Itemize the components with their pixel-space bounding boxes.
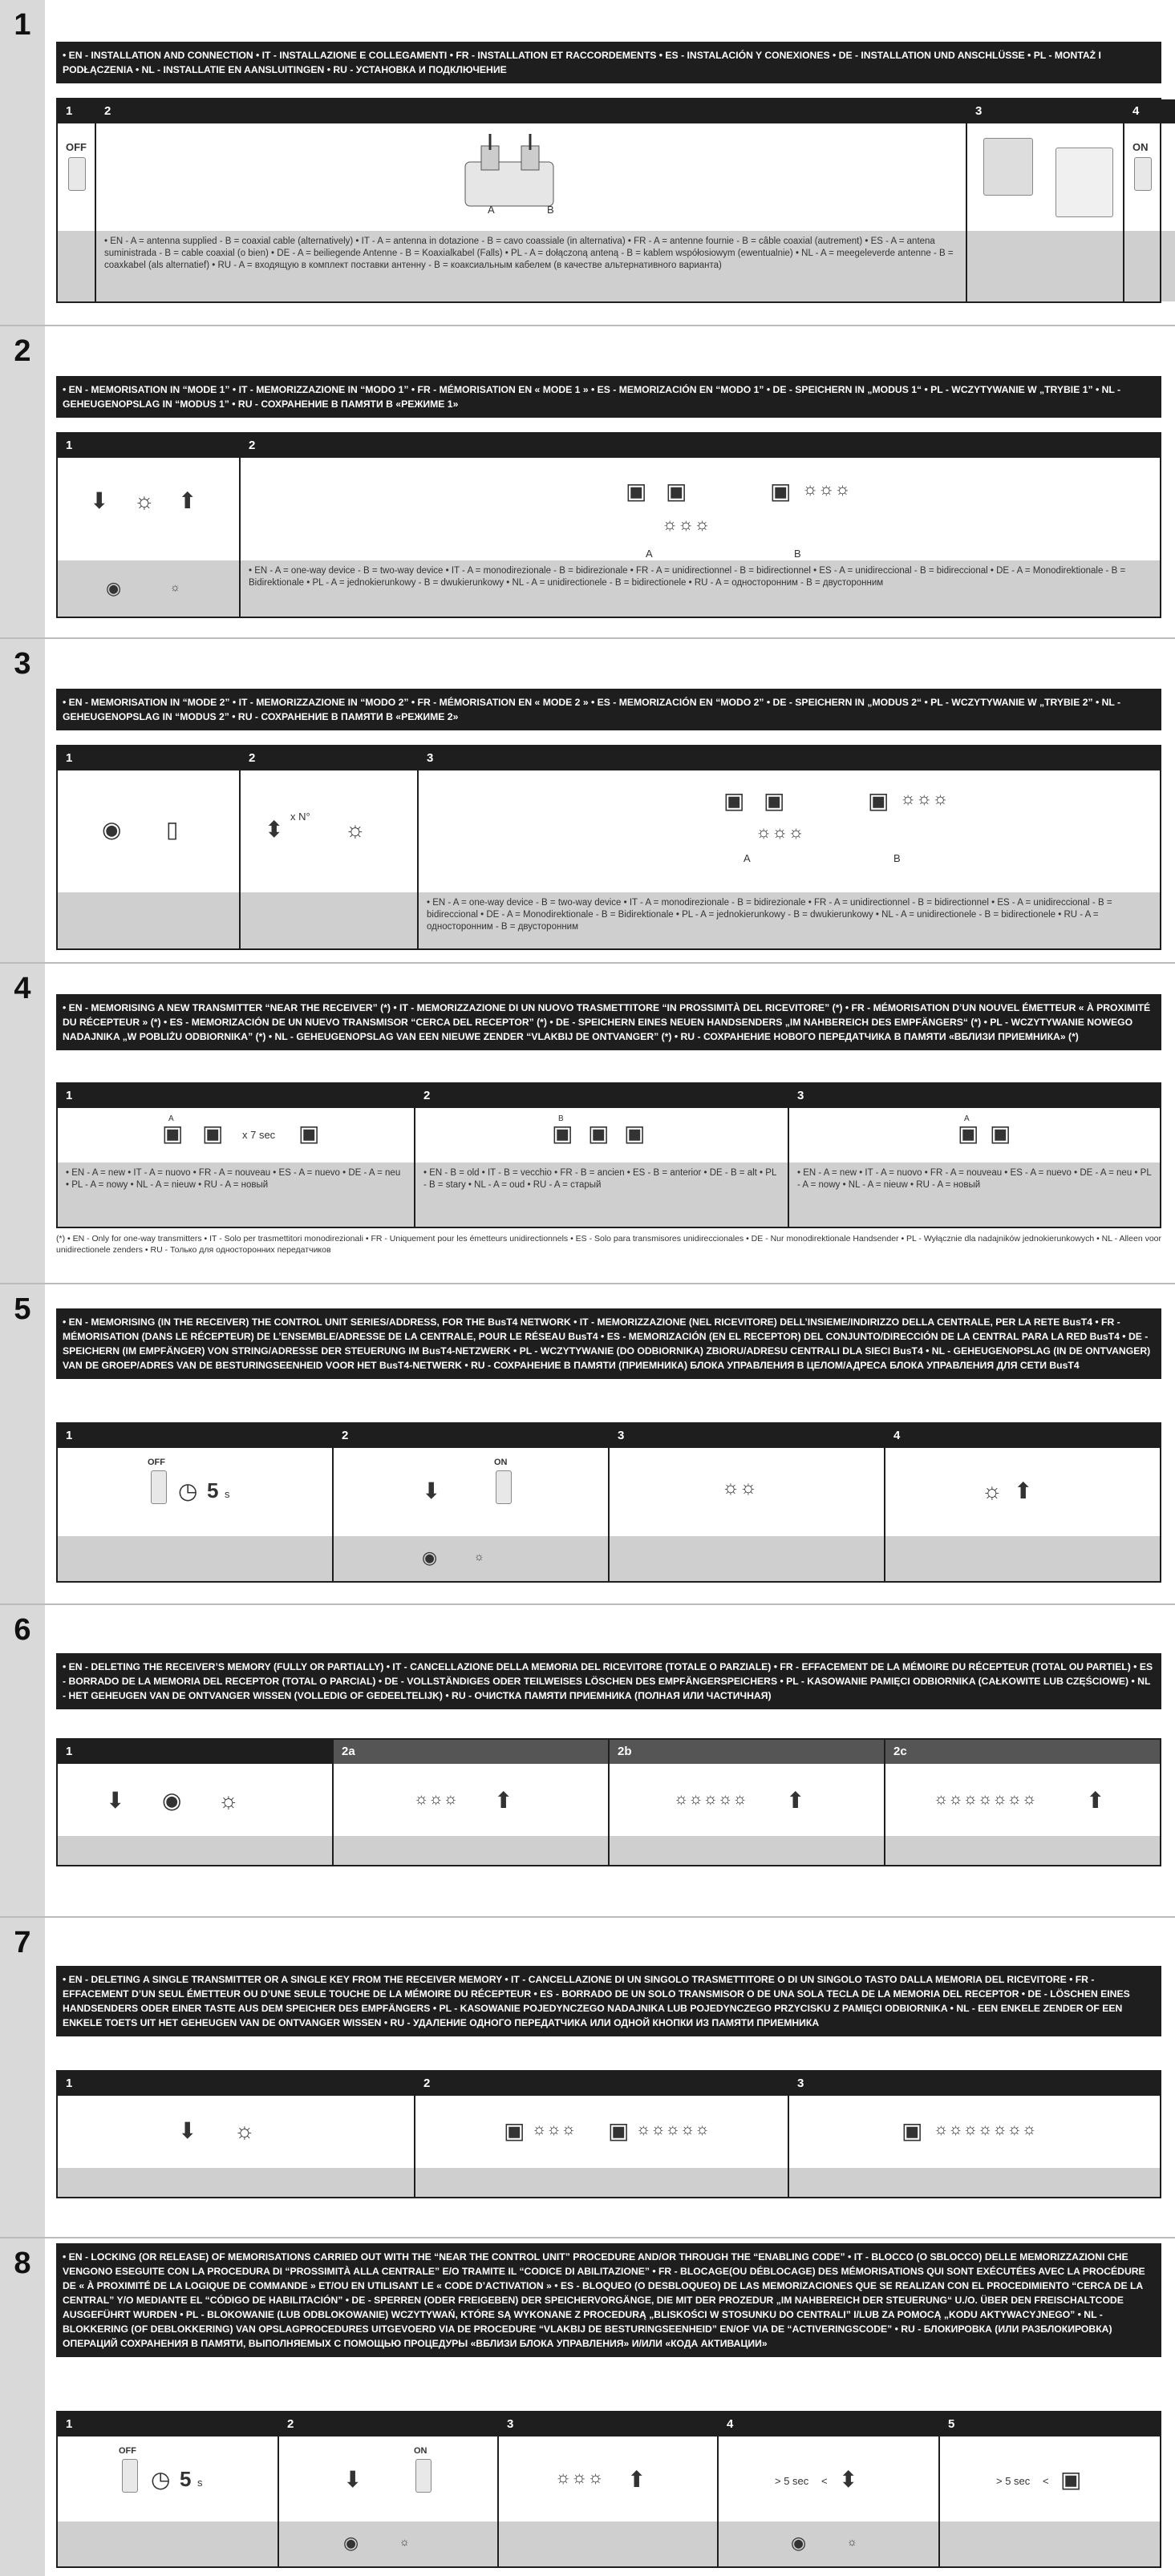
step-body — [334, 1764, 608, 1836]
step-grid — [56, 1422, 1161, 1583]
step-label: 4 — [1124, 99, 1160, 123]
step-column — [885, 1424, 1160, 1581]
off-label: OFF — [148, 1458, 165, 1467]
step-footer — [279, 2521, 497, 2566]
section-header: • EN - MEMORISING (IN THE RECEIVER) THE CONTROL UNIT SERIES/ADDRESS, FOR THE BusT4 NETWORK • IT - MEMORIZZAZIONE (NEL RICEVITORE) DELL’INSIEME/INDIRIZZO DELLA CENTRALE, PER LA RETE BusT4 • FR - MÉMORISATION (DANS LE RÉCEPTEUR) DE L’ENSEMBLE/ADRESSE DE LA CENTRALE, POUR LE RÉSEAU BusT4 • ES - MEMORIZACIÓN (EN EL RECEPTOR) DEL CONJUNTO/DIRECCIÓN DE LA CENTRAL PARA LA RED BusT4 • DE - SPEICHERN (IM EMPFÄNGER) VON STRING/ADRESSE DER STEUERUNG IM BusT4-NETZWERK • PL - WCZYTYWANIE (DO ODBIORNIKA) ZBIORU/ADRESU CENTRALI DLA SIECI BusT4 • NL - GEHEUGENOPSLAG (IN DE ONTVANGER) VAN DE GROEP/ADRES VAN DE BESTURINGSEENHEID VOOR HET BusT4-NETWERK • RU - СОХРАНЕНИЕ В ПАМЯТИ (ПРИЕМНИКА) БЛОКА УПРАВЛЕНИЯ В ЦЕЛОМ/АДРЕСА БЛОКА УПРАВЛЕНИЯ ДЛЯ СЕТИ BusT4 — [56, 1308, 1161, 1379]
step-column — [789, 2072, 1160, 2197]
step-label: 1 — [58, 1740, 332, 1764]
section-7 — [0, 1918, 1175, 2237]
section-gutter — [0, 2238, 45, 2576]
step-column — [415, 1084, 789, 1227]
step-body — [58, 458, 239, 560]
led-blink-icon: ☼☼☼ — [662, 514, 711, 534]
led-blink-icon: ☼ — [399, 2535, 410, 2548]
repeat-count-label: x N° — [290, 811, 310, 823]
hand-release-icon: ⬆ — [627, 2467, 646, 2492]
remote-transmitter-icon: ▣ — [608, 2118, 630, 2143]
led-blink-icon: ☼☼☼ — [532, 2121, 576, 2138]
hand-press-icon: ⬇ — [90, 488, 109, 513]
remote-transmitter-icon: ▣ — [770, 479, 792, 503]
off-label: OFF — [119, 2446, 136, 2456]
section-1 — [0, 0, 1175, 325]
step-label: 3 — [419, 746, 1160, 770]
step-footer — [58, 892, 239, 948]
led-blink-icon: ☼☼☼ — [555, 2467, 604, 2487]
step-body — [610, 1764, 884, 1836]
led-blink-icon: ☼☼☼☼☼☼☼ — [934, 1790, 1037, 1808]
step-body — [58, 1448, 332, 1536]
remote-transmitter-icon: ▣ — [202, 1121, 224, 1146]
step-label: 2 — [96, 99, 966, 123]
led-blink-icon: ☼ — [218, 1788, 239, 1813]
section-gutter — [0, 0, 45, 325]
timer-icon: ◷ — [178, 1478, 198, 1503]
eye-icon: ◉ — [162, 1788, 182, 1813]
hold-time-label: x 7 sec — [242, 1129, 276, 1141]
remote-transmitter-icon: ▣ — [958, 1121, 979, 1146]
led-blink-icon: ☼ — [982, 1478, 1003, 1503]
step-grid — [56, 745, 1161, 950]
step-footer — [610, 1836, 884, 1865]
step-label: 3 — [789, 2072, 1160, 2096]
step-label: 2c — [885, 1740, 1160, 1764]
remote-transmitter-icon: ▣ — [666, 479, 687, 503]
led-blink-icon: ☼ — [474, 1550, 484, 1563]
step-grid — [56, 2411, 1161, 2568]
step-label: 2a — [334, 1740, 608, 1764]
step-label: 1 — [58, 2412, 278, 2436]
label-a: A — [488, 204, 495, 216]
step-footer — [58, 1536, 332, 1581]
hand-press-icon: ⬇ — [178, 2118, 197, 2143]
hand-release-icon: ⬆ — [178, 488, 197, 513]
eye-icon: ◉ — [791, 2533, 807, 2553]
led-blink-icon: ☼ — [170, 580, 180, 593]
step-column — [279, 2412, 499, 2566]
wait-seconds-unit: s — [225, 1488, 230, 1500]
section-number: 5 — [14, 1292, 31, 1326]
footnote: (*) • EN - Only for one-way transmitters • IT - Solo per trasmettitori monodirezionali • FR - Uniquement pour les émetteurs unidirectionnels • ES - Solo para transmisores unidireccionales • DE - Nur monodirektionale Handsender • PL - Wyłącznie dla nadajników jednokierunkowych • NL - Alleen voor unidirectionele zenders • RU - Только для односторонних передатчиков — [56, 1234, 1162, 1255]
led-blink-icon: ☼ — [134, 488, 155, 513]
step-body — [1124, 123, 1160, 231]
section-number: 2 — [14, 334, 31, 368]
step-footer — [241, 892, 417, 948]
receiver-module-icon — [983, 138, 1033, 196]
step-grid — [56, 432, 1161, 618]
circuit-breaker-icon — [496, 1470, 512, 1504]
label-b: B — [547, 204, 554, 216]
step-body — [241, 770, 417, 892]
circuit-breaker-icon — [151, 1470, 167, 1504]
step-body — [419, 770, 1160, 892]
hand-press-icon: ⬇ — [343, 2467, 363, 2492]
step-body — [58, 2096, 414, 2168]
wait-seconds-value: 5 — [180, 2467, 192, 2491]
section-4 — [0, 964, 1175, 1283]
section-5 — [0, 1284, 1175, 1603]
label-a: A — [646, 548, 653, 560]
less-than-symbol: < — [1043, 2475, 1049, 2487]
section-number: 6 — [14, 1613, 31, 1647]
step-label: 1 — [58, 434, 239, 458]
on-label: ON — [414, 2446, 427, 2456]
remote-transmitter-icon: ▣ — [902, 2118, 923, 2143]
circuit-breaker-icon — [122, 2459, 138, 2493]
step-column — [58, 2412, 279, 2566]
hand-release-icon: ⬆ — [1014, 1478, 1033, 1503]
step-column — [940, 2412, 1160, 2566]
on-label: ON — [1132, 141, 1149, 153]
remote-transmitter-icon: ▣ — [298, 1121, 320, 1146]
section-gutter — [0, 326, 45, 637]
led-blink-icon: ☼☼☼☼☼ — [674, 1790, 748, 1808]
remote-transmitter-icon: ▣ — [868, 788, 889, 813]
step-column — [58, 434, 241, 617]
step-body — [241, 458, 1160, 560]
step-grid — [56, 1738, 1161, 1866]
led-blink-icon: ☼☼☼ — [414, 1790, 458, 1808]
led-blink-icon: ☼ — [345, 817, 366, 842]
step-column — [419, 746, 1160, 948]
section-header: • EN - DELETING A SINGLE TRANSMITTER OR A SINGLE KEY FROM THE RECEIVER MEMORY • IT - CANCELLAZIONE DI UN SINGOLO TRASMETTITORE O DI UN SINGOLO TASTO DALLA MEMORIA DEL RICEVITORE • FR - EFFACEMENT D’UN SEUL ÉMETTEUR OU D’UNE SEULE TOUCHE DE LA MÉMOIRE DU RÉCEPTEUR • ES - BORRADO DE UN SOLO TRANSMISOR O DE UNA SOLA TECLA DE LA MEMORIA DEL RECEPTOR • DE - LÖSCHEN EINES HANDSENDERS ODER EINER TASTE AUS DEM SPEICHER DES EMPFÄNGERS • PL - KASOWANIE POJEDYNCZEGO NADAJNIKA LUB POJEDYNCZEGO PRZYCISKU Z PAMIĘCI ODBIORNIKA • NL - EEN ENKELE ZENDER OF EEN ENKELE TOETS UIT HET GEHEUGEN VAN DE ONTVANGER WISSEN • RU - УДАЛЕНИЕ ОДНОГО ПЕРЕДАТЧИКА ИЛИ ОДНОЙ КНОПКИ ИЗ ПАМЯТИ ПРИЕМНИКА — [56, 1966, 1161, 2036]
manual-book-icon: ▯ — [166, 817, 179, 842]
step-grid — [56, 2070, 1161, 2198]
led-blink-icon: ☼☼☼ — [756, 822, 804, 842]
hand-press-icon: ⬇ — [106, 1788, 125, 1813]
step-grid — [56, 1082, 1161, 1228]
hand-press-release-icon: ⬍ — [839, 2467, 858, 2492]
step-label: 4 — [885, 1424, 1160, 1448]
step-label: 3 — [610, 1424, 884, 1448]
wait-seconds-value: 5 — [207, 1478, 219, 1502]
remote-transmitter-icon: ▣ — [588, 1121, 610, 1146]
led-blink-icon: ☼ — [847, 2535, 857, 2548]
section-number: 8 — [14, 2246, 31, 2280]
section-number: 7 — [14, 1926, 31, 1959]
step-label: 4 — [719, 2412, 938, 2436]
step-body — [415, 1108, 788, 1163]
duration-label: > 5 sec — [775, 2475, 809, 2487]
step-body — [719, 2436, 938, 2521]
step-label: 1 — [58, 746, 239, 770]
step-label: 2b — [610, 1740, 884, 1764]
step-label: 1 — [58, 99, 95, 123]
step-footer — [58, 1836, 332, 1865]
circuit-breaker-icon — [415, 2459, 432, 2493]
step-column — [96, 99, 967, 301]
step-column — [58, 746, 241, 948]
circuit-breaker-icon — [1134, 157, 1152, 191]
step-column — [610, 1740, 885, 1865]
step-column — [241, 434, 1160, 617]
step-footer — [334, 1536, 608, 1581]
step-column — [58, 1424, 334, 1581]
step-label: 2 — [241, 434, 1160, 458]
wait-seconds-unit: s — [197, 2477, 203, 2489]
hand-release-icon: ⬆ — [1086, 1788, 1105, 1813]
step-footer — [885, 1836, 1160, 1865]
eye-icon: ◉ — [422, 1547, 438, 1567]
step-body — [610, 1448, 884, 1536]
step-label: 3 — [789, 1084, 1160, 1108]
step-label: 1 — [58, 2072, 414, 2096]
step-grid — [56, 98, 1161, 303]
step-column — [719, 2412, 940, 2566]
step-grid-end — [1123, 98, 1161, 303]
step-footer: • EN - A = new • IT - A = nuovo • FR - A = nouveau • ES - A = nuevo • DE - A = neu • PL - A = nowy • NL - A = nieuw • RU - A = новый — [789, 1163, 1160, 1227]
step-footer — [610, 1536, 884, 1581]
step-body — [789, 2096, 1160, 2168]
hand-release-icon: ⬆ — [786, 1788, 805, 1813]
section-2 — [0, 326, 1175, 637]
section-header: • EN - MEMORISATION IN “MODE 1” • IT - MEMORIZZAZIONE IN “MODO 1” • FR - MÉMORISATION EN « MODE 1 » • ES - MEMORIZACIÓN EN “MODO 1” • DE - SPEICHERN IN „MODUS 1“ • PL - WCZYTYWANIE W „TRYBIE 1” • NL - GEHEUGENOPSLAG IN “MODUS 1” • RU - СОХРАНЕНИЕ В ПАМЯТИ В «РЕЖИМЕ 1» — [56, 376, 1161, 418]
step-column — [58, 99, 96, 301]
hand-press-icon: ⬍ — [265, 817, 284, 842]
step-footer — [334, 1836, 608, 1865]
section-header: • EN - MEMORISING A NEW TRANSMITTER “NEAR THE RECEIVER” (*) • IT - MEMORIZZAZIONE DI UN NUOVO TRASMETTITORE “IN PROSSIMITÀ DEL RICEVITORE” (*) • FR - MÉMORISATION D’UN NOUVEL ÉMETTEUR « À PROXIMITÉ DU RÉCEPTEUR » (*) • ES - MEMORIZACIÓN DE UN NUEVO TRANSMISOR “CERCA DEL RECEPTOR” (*) • DE - SPEICHERN EINES NEUEN HANDSENDERS „IM NAHBEREICH DES EMPFÄNGERS“ (*) • PL - WCZYTYWANIE NOWEGO NADAJNIKA „W POBLIŻU ODBIORNIKA” (*) • NL - GEHEUGENOPSLAG VAN EEN NIEUWE ZENDER “VLAKBIJ DE ONTVANGER” (*) • RU - СОХРАНЕНИЕ НОВОГО ПЕРЕДАТЧИКА В ПАМЯТИ «ВБЛИЗИ ПРИЕМНИКА» (*) — [56, 994, 1161, 1050]
step-footer — [940, 2521, 1160, 2566]
section-number: 1 — [14, 8, 31, 42]
step-label: 2 — [415, 1084, 788, 1108]
step-body — [789, 1108, 1160, 1163]
step-body — [58, 770, 239, 892]
step-body — [885, 1764, 1160, 1836]
section-gutter — [0, 1918, 45, 2237]
remote-transmitter-icon: ▣ — [990, 1121, 1011, 1146]
section-gutter — [0, 639, 45, 962]
step-body — [940, 2436, 1160, 2521]
step-footer: • EN - A = one-way device - B = two-way device • IT - A = monodirezionale - B = bidirezionale • FR - A = unidirectionnel - B = bidirectionnel • ES - A = unidireccional - B = bidireccional • DE - A = Monodirektionale - B = Bidirektionale • PL - A = jednokierunkowy - B = dwukierunkowy • NL - A = unidirectionele - B = bidirectionele • RU - A = односторонним - B = двусторонним — [241, 560, 1160, 617]
on-label: ON — [494, 1458, 508, 1467]
section-header: • EN - LOCKING (OR RELEASE) OF MEMORISATIONS CARRIED OUT WITH THE “NEAR THE CONTROL UNIT” PROCEDURE AND/OR THROUGH THE “ENABLING CODE” • IT - BLOCCO (O SBLOCCO) DELLE MEMORIZZAZIONI CHE VENGONO ESEGUITE CON LA PROCEDURA DI “PROSSIMITÀ ALLA CENTRALE” E/O TRAMITE IL “CODICE DI ABILITAZIONE” • FR - BLOCAGE(OU DÉBLOCAGE) DES MÉMORISATIONS QUI SONT EXÉCUTÉES AVEC LA PROCÉDURE DE « À PROXIMITÉ DE LA LOGIQUE DE COMMANDE » ET/OU EN UTILISANT LE « CODE D’ACTIVATION » • ES - BLOQUEO (O DESBLOQUEO) DE LAS MEMORIZACIONES QUE SE REALIZAN CON EL PROCEDIMIENTO “CERCA DE LA CENTRAL” Y/O MEDIANTE EL “CÓDIGO DE HABILITACIÓN” • DE - SPERREN (ODER FREIGEBEN) DER SPEICHERVORGÄNGE, DIE MIT DER PROZEDUR „IM NAHBEREICH DER STEUERUNG“ U./O. ÜBER DEN FREISCHALTCODE AUSGEFÜHRT WURDEN • PL - BLOKOWANIE (LUB ODBLOKOWANIE) WCZYTYWAŃ, KTÓRE SĄ WYKONANE Z PROCEDURĄ „BLISKOŚCI W STOSUNKU DO CENTRALI” I/LUB ZA POMOCĄ „KODU AKTYWACYJNEGO” • NL - BLOKKERING (OF DEBLOKKERING) VAN OPSLAGPROCEDURES UITGEVOERD VIA DE PROCEDURE “VLAKBIJ DE BESTURINGSEENHEID” EN/OF VIA DE “ACTIVERINGSCODE” • RU - БЛОКИРОВКА (ИЛИ РАЗБЛОКИРОВКА) ОПЕРАЦИЙ СОХРАНЕНИЯ В ПАМЯТИ, ВЫПОЛНЯЕМЫХ С ПОМОЩЬЮ ПРОЦЕДУРЫ «ВБЛИЗИ БЛОКА УПРАВЛЕНИЯ» И/ИЛИ «КОДА АКТИВАЦИИ» — [56, 2243, 1161, 2357]
control-unit-icon — [1055, 148, 1113, 217]
remote-transmitter-icon: ▣ — [723, 788, 745, 813]
step-footer — [789, 2168, 1160, 2197]
step-body — [58, 1108, 414, 1163]
section-number: 3 — [14, 647, 31, 681]
label-a: A — [743, 852, 751, 864]
step-footer — [1124, 231, 1160, 301]
step-column — [885, 1740, 1160, 1865]
label-b: B — [794, 548, 801, 560]
remote-transmitter-icon: ▣ — [552, 1121, 573, 1146]
circuit-breaker-icon — [68, 157, 86, 191]
step-footer — [58, 560, 239, 617]
step-footer — [415, 2168, 788, 2197]
step-column — [499, 2412, 719, 2566]
step-footer — [719, 2521, 938, 2566]
step-body — [279, 2436, 497, 2521]
section-number: 4 — [14, 972, 31, 1005]
step-column — [789, 1084, 1160, 1227]
step-column — [58, 1740, 334, 1865]
step-column — [610, 1424, 885, 1581]
section-8 — [0, 2238, 1175, 2576]
eye-icon: ◉ — [106, 578, 122, 598]
eye-icon: ◉ — [102, 817, 122, 842]
step-body — [885, 1448, 1160, 1536]
step-body — [499, 2436, 717, 2521]
label-b: B — [558, 1114, 564, 1123]
led-blink-icon: ☼☼☼ — [900, 788, 949, 808]
off-label: OFF — [66, 141, 87, 153]
step-body — [415, 2096, 788, 2168]
remote-transmitter-icon: ▣ — [162, 1121, 184, 1146]
step-footer — [885, 1536, 1160, 1581]
led-blink-icon: ☼☼ — [722, 1477, 757, 1498]
remote-transmitter-icon: ▣ — [624, 1121, 646, 1146]
label-a: A — [168, 1114, 174, 1123]
step-label: 2 — [279, 2412, 497, 2436]
step-column — [334, 1740, 610, 1865]
led-blink-icon: ☼☼☼☼☼☼☼ — [934, 2121, 1037, 2138]
step-label: 5 — [940, 2412, 1160, 2436]
led-blink-icon: ☼ — [234, 2118, 255, 2143]
less-than-symbol: < — [821, 2475, 828, 2487]
section-header: • EN - MEMORISATION IN “MODE 2” • IT - MEMORIZZAZIONE IN “MODO 2” • FR - MÉMORISATION EN « MODE 2 » • ES - MEMORIZACIÓN EN “MODO 2” • DE - SPEICHERN IN „MODUS 2“ • PL - WCZYTYWANIE W „TRYBIE 2” • NL - GEHEUGENOPSLAG IN “MODUS 2” • RU - СОХРАНЕНИЕ В ПАМЯТИ В «РЕЖИМЕ 2» — [56, 689, 1161, 730]
step-label: 2 — [241, 746, 417, 770]
section-gutter — [0, 1605, 45, 1916]
antenna-terminal-icon — [433, 130, 594, 218]
step-footer: • EN - B = old • IT - B = vecchio • FR - B = ancien • ES - B = anterior • DE - B = alt • PL - B = stary • NL - A = oud • RU - A = старый — [415, 1163, 788, 1227]
timer-icon: ◷ — [151, 2467, 171, 2492]
step-label: 1 — [58, 1424, 332, 1448]
step-label: 3 — [499, 2412, 717, 2436]
section-gutter — [0, 964, 45, 1283]
step-label: 3 — [967, 99, 1175, 123]
section-header: • EN - DELETING THE RECEIVER’S MEMORY (FULLY OR PARTIALLY) • IT - CANCELLAZIONE DELLA MEMORIA DEL RICEVITORE (TOTALE O PARZIALE) • FR - EFFACEMENT DE LA MÉMOIRE DU RÉCEPTEUR (TOTAL OU PARTIEL) • ES - BORRADO DE LA MEMORIA DEL RECEPTOR (TOTAL O PARCIAL) • DE - VOLLSTÄNDIGES ODER TEILWEISES LÖSCHEN DES EMPFÄNGERSPEICHERS • PL - KASOWANIE PAMIĘCI ODBIORNIKA (CAŁKOWITE LUB CZĘŚCIOWE) • NL - HET GEHEUGEN VAN DE ONTVANGER WISSEN (VOLLEDIG OF GEDEELTELIJK) • RU - ОЧИСТКА ПАМЯТИ ПРИЕМНИКА (ПОЛНАЯ ИЛИ ЧАСТИЧНАЯ) — [56, 1653, 1161, 1709]
led-blink-icon: ☼☼☼ — [802, 479, 851, 499]
step-body — [96, 123, 966, 231]
step-body — [334, 1448, 608, 1536]
step-footer: • EN - A = one-way device - B = two-way device • IT - A = monodirezionale - B = bidirezionale • FR - A = unidirectionnel - B = bidirectionnel • ES - A = unidireccional - B = bidireccional • DE - A = Monodirektionale - B = Bidirektionale • PL - A = jednokierunkowy - B = dwukierunkowy • NL - A = unidirectionele - B = bidirectionele • RU - A = односторонним - B = двусторонним — [419, 892, 1160, 948]
step-column — [241, 746, 419, 948]
step-footer — [58, 231, 95, 301]
remote-transmitter-icon: ▣ — [504, 2118, 525, 2143]
hand-press-icon: ⬇ — [422, 1478, 441, 1503]
duration-label: > 5 sec — [996, 2475, 1031, 2487]
label-b: B — [893, 852, 901, 864]
led-blink-icon: ☼☼☼☼☼ — [636, 2121, 710, 2138]
step-column — [58, 2072, 415, 2197]
step-body — [58, 123, 95, 231]
label-a: A — [964, 1114, 970, 1123]
step-label: 2 — [415, 2072, 788, 2096]
remote-transmitter-icon: ▣ — [626, 479, 647, 503]
section-header: • EN - INSTALLATION AND CONNECTION • IT - INSTALLAZIONE E COLLEGAMENTI • FR - INSTALLATION ET RACCORDEMENTS • ES - INSTALACIÓN Y CONEXIONES • DE - INSTALLATION UND ANSCHLÜSSE • PL - MONTAŻ I PODŁĄCZENIA • NL - INSTALLATIE EN AANSLUITINGEN • RU - УСТАНОВКА И ПОДКЛЮЧЕНИЕ — [56, 42, 1161, 83]
step-column — [58, 1084, 415, 1227]
step-body — [58, 1764, 332, 1836]
step-footer — [499, 2521, 717, 2566]
step-label: 2 — [334, 1424, 608, 1448]
step-label: 1 — [58, 1084, 414, 1108]
step-footer — [58, 2521, 278, 2566]
hand-release-icon: ⬆ — [494, 1788, 513, 1813]
step-body — [58, 2436, 278, 2521]
remote-transmitter-icon: ▣ — [1060, 2467, 1082, 2492]
remote-transmitter-icon: ▣ — [764, 788, 785, 813]
step-column — [415, 2072, 789, 2197]
step-column — [334, 1424, 610, 1581]
step-footer: • EN - A = antenna supplied - B = coaxial cable (alternatively) • IT - A = antenna in dotazione - B = cavo coassiale (in alternativa) • FR - A = antenne fournie - B = câble coaxial (autrement) • ES - A = antena suministrada - B = cable coaxial (o bien) • DE - A = beiliegende Antenne - B = Koaxialkabel (Falls) • PL - A = dołączoną anteną - B = kablem współosiowym (ewentualnie) • NL - A = meegeleverde antenne - B = coaxkabel (als alternatief) • RU - A = входящую в комплект поставки антенну - B = коаксиальным кабелем (в качестве альтернативного варианта) — [96, 231, 966, 301]
step-footer — [58, 2168, 414, 2197]
section-gutter — [0, 1284, 45, 1603]
eye-icon: ◉ — [343, 2533, 359, 2553]
section-6 — [0, 1605, 1175, 1916]
step-footer: • EN - A = new • IT - A = nuovo • FR - A = nouveau • ES - A = nuevo • DE - A = neu • PL - A = nowy • NL - A = nieuw • RU - A = новый — [58, 1163, 414, 1227]
section-3 — [0, 639, 1175, 962]
